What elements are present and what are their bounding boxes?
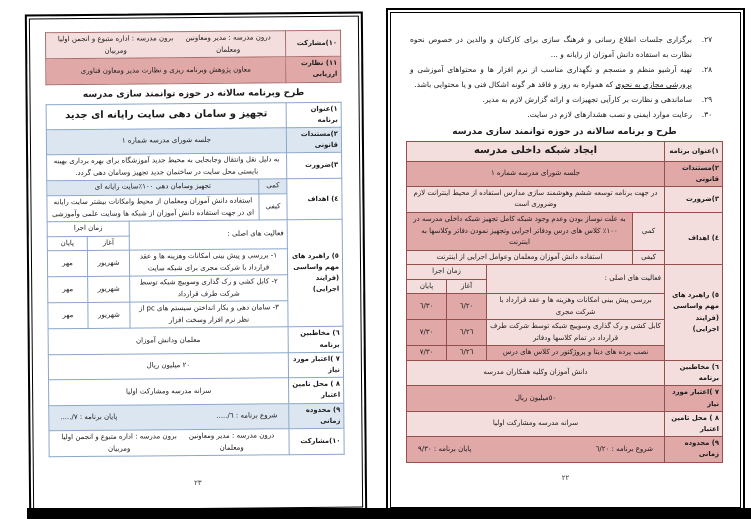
label-necessity: ٣)ضرورت bbox=[665, 186, 723, 212]
label-legal-docs: ٢)مستندات قانونی bbox=[665, 161, 723, 186]
activity-text: نصب پرده های دیتا و پروژکتور در کلاس های درس bbox=[487, 346, 665, 361]
activity-end: مهر bbox=[47, 251, 87, 277]
activity-text: کابل کشی و رک گذاری وسوییچ شبکه توسط شرکت طرف قرارداد در تمام کلاسها ودفاتر bbox=[487, 320, 665, 346]
table-row bbox=[407, 186, 723, 212]
activity-start: ٦/٢٠ bbox=[447, 294, 487, 320]
table-row bbox=[49, 403, 344, 431]
value-necessity: در جهت برنامه توسعه ششم وهوشمند سازی مدارس استفاده از محیط اینترانت لازم وضروری است bbox=[407, 186, 665, 212]
activity-end: مهر bbox=[48, 277, 88, 303]
list-item-number: ٢٧. bbox=[701, 35, 713, 44]
page-number: ٢٢ bbox=[561, 474, 570, 482]
qualitative-value: استفاده دانش آموزان ومعلمان وعوامل اجرایی از اینترنت bbox=[407, 250, 633, 265]
activity-text: ٣- سامان دهی و بکار انداختن سیستم های pc از نظر نرم افزار وسخت افزار bbox=[130, 301, 288, 328]
table-row bbox=[48, 352, 343, 380]
numbered-list bbox=[406, 32, 719, 122]
value-legal-docs: جلسه شورای مدرسه شماره ١ bbox=[407, 161, 665, 186]
quantitative-label: کمی bbox=[259, 179, 287, 194]
start-header: آغاز bbox=[447, 279, 487, 294]
label-legal-docs: ٢)مستندات قانونی bbox=[286, 127, 341, 153]
quantitative-label: کمی bbox=[633, 213, 665, 251]
list-item-number: ٣٠. bbox=[701, 110, 713, 119]
label-program-title: ١)عنوان برنامه bbox=[665, 142, 723, 162]
qualitative-label: کیفی bbox=[633, 250, 665, 265]
list-item bbox=[406, 107, 719, 122]
table-row bbox=[47, 179, 342, 196]
participation-outside: برون مدرسه : اداره متبوع و انجمن اولیا ومربیان bbox=[61, 432, 177, 453]
table-row bbox=[47, 153, 342, 182]
section-title: طرح وبرنامه سالانه در حوزه توانمند سازی مدرسه bbox=[82, 87, 305, 100]
page-right-content bbox=[394, 16, 737, 504]
table-row bbox=[47, 219, 342, 236]
value-supervision: معاون پژوهش وبرنامه ریزی و نظارت مدیر ومعاون فناوری bbox=[46, 57, 286, 84]
list-item bbox=[406, 62, 719, 92]
activity-start: شهریور bbox=[88, 302, 130, 328]
table-row bbox=[407, 161, 723, 186]
value-participation bbox=[45, 31, 285, 59]
end-header: پایان bbox=[407, 279, 447, 294]
value-program-title: ایجاد شبکه داخلی مدرسه bbox=[407, 142, 665, 162]
table-row bbox=[45, 30, 340, 59]
value-timeframe bbox=[407, 437, 665, 462]
activity-start: ٦/٢٦ bbox=[447, 320, 487, 346]
participation-inside: درون مدرسه : مدیر ومعاونین ومعلمان bbox=[185, 33, 271, 54]
label-goals: ٤) اهداف bbox=[287, 179, 342, 220]
page-bottom-border-band bbox=[27, 508, 751, 519]
end-header: پایان bbox=[47, 236, 87, 251]
list-item-number: ٢٩. bbox=[701, 95, 713, 104]
label-budget: ٧ )اعتبار مورد نیاز bbox=[288, 352, 343, 378]
timeframe-start: شروع برنامه : ٦/..... bbox=[216, 411, 278, 420]
annual-plan-table-network bbox=[406, 141, 723, 463]
table-row bbox=[407, 411, 723, 436]
qualitative-value: استفاده دانش آموزان ومعلمان از محیط وامکانات بیشتر سایت رایانه ای در جهت استفاده دانش آموزان از شبکه ها وسایت علمی وآموزشی bbox=[47, 194, 259, 222]
label-strategies: ٥) راهبرد های مهم واساسی (فرایند اجرایی) bbox=[287, 219, 343, 327]
value-funding-source: سرانه مدرسه ومشارکت اولیا bbox=[407, 411, 665, 436]
label-necessity: ٣)ضرورت bbox=[287, 153, 342, 180]
activity-end: ٦/٣٠ bbox=[407, 294, 447, 320]
timeframe-start: شروع برنامه : ٦/٢٠ bbox=[595, 444, 653, 453]
table-row bbox=[407, 437, 723, 462]
table-row bbox=[48, 327, 343, 355]
time-header: زمان اجرا bbox=[407, 265, 487, 280]
table-row bbox=[407, 142, 723, 162]
label-program-title: ١)عنوان برنامه bbox=[286, 102, 341, 128]
page-left bbox=[25, 12, 367, 515]
label-supervision: ١١) نظارت ارزیابی bbox=[286, 56, 341, 82]
table-row bbox=[407, 361, 723, 386]
value-audience: دانش آموزان وکلیه همکاران مدرسه bbox=[407, 361, 665, 386]
activity-text: ٢- کابل کشی و رک گذاری وسوییچ شبکه توسط شرکت طرف قرارداد bbox=[130, 275, 288, 302]
page-number: ٢٣ bbox=[194, 478, 202, 488]
value-program-title: تجهیز و سامان دهی سایت رایانه ای جدید bbox=[46, 102, 286, 129]
activity-start: شهریور bbox=[87, 250, 129, 276]
timeframe-end: پایان برنامه : ٧/..... bbox=[60, 412, 118, 422]
activities-header: فعالیت های اصلی : bbox=[129, 220, 287, 250]
table-row bbox=[46, 127, 341, 155]
continued-table bbox=[45, 30, 341, 85]
timeframe-end: پایان برنامه : ٩/٣٠ bbox=[418, 444, 472, 453]
label-audience: ٦) مخاطبین برنامه bbox=[288, 327, 343, 353]
section-title: طرح و برنامه سالانه در حوزه توانمند سازی مدرسه bbox=[452, 127, 677, 137]
value-funding-source: سرانه مدرسه ومشارکت اولیا bbox=[49, 378, 289, 405]
participation-outside: برون مدرسه : اداره متبوع و انجمن اولیا ومربیان bbox=[57, 34, 174, 55]
list-item-text: برگزاری جلسات اطلاع رسانی و فرهنگ سازی برای کارکنان و والدین در خصوص نحوه نظارت به استفاده دانش آموزان از رایانه و ... bbox=[410, 35, 692, 59]
activity-end: مهر bbox=[48, 303, 88, 329]
list-item bbox=[406, 32, 719, 62]
page-right bbox=[386, 8, 745, 512]
label-timeframe: ٩) محدوده زمانی bbox=[289, 403, 344, 429]
value-audience: معلمان ودانش آموزان bbox=[48, 327, 288, 354]
value-budget: ٢٠ میلیون ریال bbox=[48, 353, 288, 380]
value-participation bbox=[49, 429, 289, 457]
value-budget: ٥٠میلیون ریال bbox=[407, 386, 665, 411]
list-item-number: ٢٨. bbox=[701, 65, 713, 74]
table-row bbox=[407, 265, 723, 280]
label-audience: ٦) مخاطبین برنامه bbox=[665, 361, 723, 386]
start-header: آغاز bbox=[87, 236, 129, 251]
list-item-text: تهیه آرشیو منظم و منسجم و نگهداری مناسب از نرم افزار ها و محتواهای آموزشی و پرورشی مجازی به نحوی که همواره به روز و فاقد هر گونه اشکال فنی و یا محتوایی باشد. bbox=[410, 65, 692, 89]
value-timeframe bbox=[49, 403, 289, 430]
label-budget: ٧ )اعتبار مورد نیاز bbox=[665, 386, 723, 411]
table-row bbox=[46, 102, 341, 130]
quantitative-value: تجهیز وسامان دهی ١٠٠٪سایت رایانه ای bbox=[47, 179, 259, 195]
list-item bbox=[406, 92, 719, 107]
page-left-content bbox=[33, 20, 359, 507]
activities-header: فعالیت های اصلی : bbox=[487, 265, 665, 294]
participation-inside: درون مدرسه : مدیر ومعاونین ومعلمان bbox=[188, 431, 275, 452]
qualitative-label: کیفی bbox=[259, 194, 287, 220]
activity-start: ٦/٢٦ bbox=[447, 346, 487, 361]
label-participation: ١٠)مشارکت bbox=[289, 428, 344, 455]
label-goals: ٤) اهداف bbox=[665, 213, 723, 265]
activity-end: ٧/٣٠ bbox=[407, 320, 447, 346]
value-necessity: به دلیل نقل وانتقال وجابجایی به محیط جدید آموزشگاه برای بهره برداری بهینه بایستی محل سایت در ساختمان جدید تجهیز وسامان دهی گردد. bbox=[47, 153, 287, 181]
activity-start: شهریور bbox=[88, 276, 130, 302]
table-row bbox=[407, 386, 723, 411]
activity-text: بررسی پیش بینی امکانات وهزینه ها و عقد قرارداد با شرکت مجری bbox=[487, 294, 665, 320]
table-row bbox=[46, 56, 341, 84]
quantitative-value: به علت نوساز بودن وعدم وجود شبکه کامل تجهیز شبکه داخلی مدرسه در ١٠٠٪ کلاس های درس ودفاتر اجرایی وتجهیز نمودن دفاتر وکلاسها به اینترنت bbox=[407, 213, 633, 251]
list-item-text: رعایت موارد ایمنی و نصب هشدارهای لازم در سایت. bbox=[527, 110, 692, 119]
label-funding-source: ٨ ) محل تامین اعتبار bbox=[289, 377, 344, 403]
list-item-text: ساماندهی و نظارت بر کارآیی تجهیزات و ارائه گزارش لازم به مدیر. bbox=[482, 95, 692, 104]
label-funding-source: ٨ ) محل تامین اعتبار bbox=[665, 411, 723, 436]
value-legal-docs: جلسه شورای مدرسه شماره ١ bbox=[46, 128, 286, 155]
table-row bbox=[49, 428, 344, 457]
table-row bbox=[49, 377, 344, 405]
table-row bbox=[407, 213, 723, 251]
label-participation: ١٠)مشارکت bbox=[285, 30, 340, 57]
annual-plan-table-site bbox=[46, 101, 345, 457]
label-timeframe: ٩) محدوده زمانی bbox=[665, 437, 723, 462]
activity-text: ١- بررسی و پیش بینی امکانات وهزینه ها و عقد قرارداد با شرکت مجری برای شبکه سایت bbox=[129, 249, 287, 276]
time-header: زمان اجرا bbox=[47, 221, 129, 236]
label-strategies: ٥) راهبرد های مهم واساسی (فرایند اجرایی) bbox=[665, 265, 723, 361]
activity-end: ٧/٣٠ bbox=[407, 346, 447, 361]
